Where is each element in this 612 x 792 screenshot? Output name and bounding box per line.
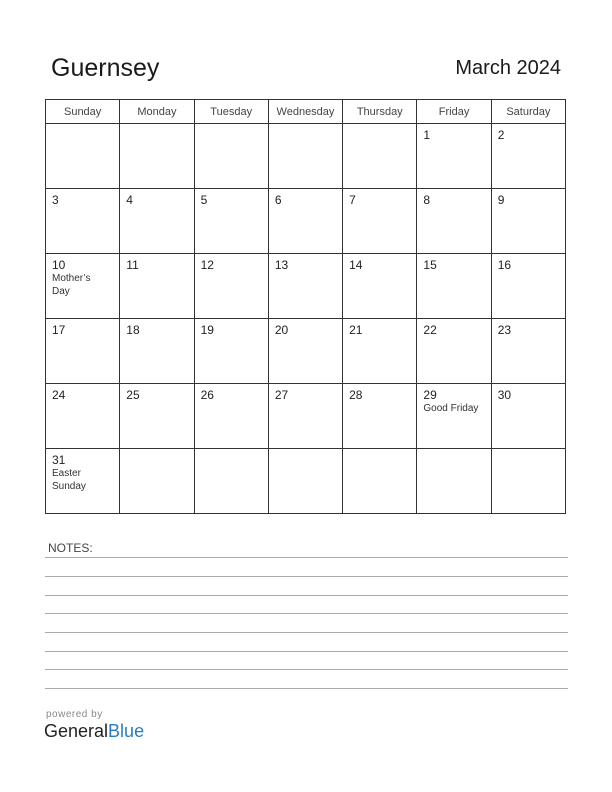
day-number: 21 [349,323,363,337]
holiday-label: Mother’s [52,273,91,284]
week-row [46,384,566,449]
day-cell [120,384,194,449]
day-number: 16 [497,258,512,272]
day-number [46,124,119,129]
day-number: 4 [126,193,133,207]
month-label: March 2024 [455,57,561,79]
day-cell [46,384,120,449]
day-cell [46,189,120,254]
note-line [45,688,568,689]
week-row [46,449,566,514]
day-cell [46,449,120,514]
day-number [269,124,342,129]
holiday-label: Easter [52,468,81,479]
brand-blue: Blue [108,721,145,741]
brand-logo[interactable] [44,721,144,742]
day-cell [491,124,565,189]
week-row [46,254,566,319]
day-number: 8 [423,193,431,207]
brand-general: General [44,721,109,741]
day-number: 10 [52,258,66,272]
day-cell [120,189,194,254]
day-number [343,124,416,129]
day-cell [343,124,417,189]
day-cell [268,384,342,449]
day-cell [491,319,565,384]
week-row [46,319,566,384]
day-number: 12 [200,258,214,272]
day-cell [491,449,565,514]
calendar-grid [45,99,566,514]
day-number: 6 [274,193,282,207]
weekday-monday: Monday [120,100,194,124]
day-number [120,124,193,129]
day-cell [417,189,491,254]
day-cell [417,319,491,384]
day-cell [417,124,491,189]
day-cell [194,449,268,514]
day-number [195,449,268,454]
note-line [45,576,568,577]
day-number: 5 [200,193,208,207]
day-number: 23 [497,323,512,337]
weekday-thursday: Thursday [343,100,417,124]
day-number: 13 [274,258,289,272]
day-number: 9 [497,193,505,207]
day-cell [194,124,268,189]
page-title: Guernsey [51,54,160,82]
day-cell [491,254,565,319]
day-cell [417,449,491,514]
day-cell [194,319,268,384]
day-number: 29 [423,388,437,402]
footer-branding [44,709,144,742]
day-cell [120,254,194,319]
day-number: 27 [274,388,289,402]
note-line [45,632,568,633]
weekday-sunday: Sunday [46,100,120,124]
day-number: 30 [497,388,512,402]
day-number [120,449,193,454]
note-line [45,595,568,596]
day-number: 19 [200,323,214,337]
calendar-header [45,54,565,88]
day-number: 17 [52,323,66,337]
day-number: 22 [423,323,437,337]
day-cell [120,449,194,514]
day-number: 18 [126,323,140,337]
day-cell [194,384,268,449]
day-number [269,449,342,454]
day-cell [268,319,342,384]
weekday-wednesday: Wednesday [268,100,342,124]
day-number [195,124,268,129]
day-number: 14 [349,258,363,272]
weekday-header-row [46,100,566,124]
week-row [46,124,566,189]
day-cell [46,124,120,189]
day-number: 24 [52,388,66,402]
day-cell [343,449,417,514]
day-cell [120,124,194,189]
day-cell [46,254,120,319]
day-number: 2 [497,128,505,142]
note-line [45,651,568,652]
day-cell [268,124,342,189]
day-cell [417,384,491,449]
day-number [343,449,416,454]
day-number: 25 [126,388,140,402]
day-cell [343,319,417,384]
day-cell [343,384,417,449]
day-number: 11 [126,258,139,272]
day-cell [46,319,120,384]
weekday-saturday: Saturday [491,100,565,124]
holiday-label: Sunday [52,481,86,492]
day-cell [120,319,194,384]
weekday-friday: Friday [417,100,491,124]
day-cell [343,189,417,254]
day-number [417,449,490,454]
holiday-label: Good Friday [423,403,479,414]
powered-by-text: powered by [46,709,103,720]
day-cell [194,254,268,319]
week-row [46,189,566,254]
notes-label: NOTES: [48,541,93,555]
day-cell [268,254,342,319]
day-cell [194,189,268,254]
day-cell [268,449,342,514]
day-number: 15 [423,258,437,272]
holiday-label: Day [52,286,70,297]
day-cell [343,254,417,319]
day-number [492,449,565,454]
day-cell [417,254,491,319]
note-line [45,613,568,614]
day-number: 31 [52,453,66,467]
day-number: 1 [423,128,431,142]
notes-section [45,541,568,555]
day-number: 20 [274,323,289,337]
weekday-tuesday: Tuesday [194,100,268,124]
note-line [45,557,568,558]
day-cell [491,189,565,254]
day-number: 3 [52,193,59,207]
day-cell [268,189,342,254]
day-cell [491,384,565,449]
day-number: 26 [200,388,214,402]
note-line [45,669,568,670]
day-number: 28 [349,388,363,402]
day-number: 7 [349,193,356,207]
